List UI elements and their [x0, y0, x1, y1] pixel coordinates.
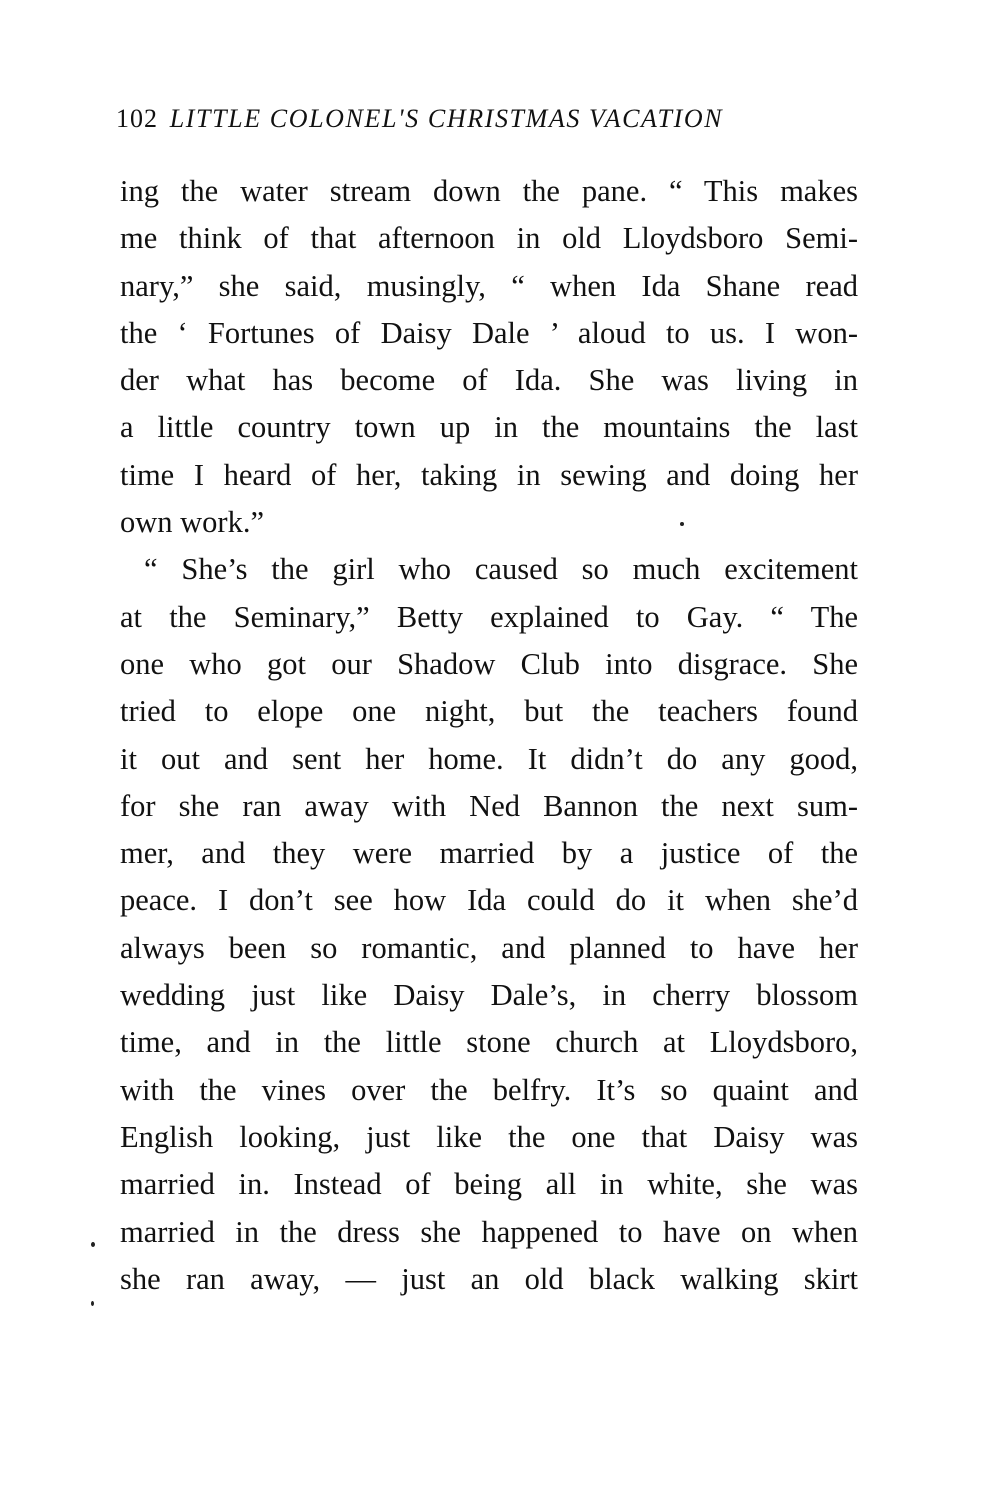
body-text — [120, 168, 858, 1303]
text-line: time, and in the little stone church at Lloydsboro, — [120, 1025, 858, 1060]
text-line: she ran away, — just an old black walking skirt — [120, 1261, 858, 1296]
page-number: 102 — [116, 104, 158, 133]
print-speck — [680, 522, 684, 526]
text-line: for she ran away with Ned Bannon the next sum- — [120, 788, 858, 823]
text-line: always been so romantic, and planned to have her — [120, 930, 858, 965]
text-line: English looking, just like the one that Daisy was — [120, 1119, 858, 1154]
text-line: married in the dress she happened to have on when — [120, 1214, 858, 1249]
text-line: a little country town up in the mountains the last — [120, 410, 858, 445]
text-line: the ‘ Fortunes of Daisy Dale ’ aloud to us. I won- — [120, 315, 858, 350]
running-head — [116, 104, 876, 134]
text-line: “ She’s the girl who caused so much excitement — [144, 552, 858, 587]
text-line: wedding just like Daisy Dale’s, in cherry blossom — [120, 978, 858, 1013]
text-line: tried to elope one night, but the teachers found — [120, 694, 858, 729]
text-line: married in. Instead of being all in white, she was — [120, 1167, 858, 1202]
paragraph — [120, 546, 858, 1303]
print-speck — [91, 1301, 94, 1306]
text-line: mer, and they were married by a justice of the — [120, 836, 858, 871]
text-line: me think of that afternoon in old Lloydsboro Semi- — [120, 221, 858, 256]
paragraph — [120, 168, 858, 546]
text-line: it out and sent her home. It didn’t do any good, — [120, 741, 858, 776]
text-line: one who got our Shadow Club into disgrace. She — [120, 646, 858, 681]
text-line: with the vines over the belfry. It’s so quaint and — [120, 1072, 858, 1107]
text-line: own work.” — [120, 505, 264, 540]
running-head-title: LITTLE COLONEL'S CHRISTMAS VACATION — [169, 104, 724, 133]
text-line: der what has become of Ida. She was living in — [120, 363, 858, 398]
text-line: nary,” she said, musingly, “ when Ida Shane read — [120, 268, 858, 303]
text-line: peace. I don’t see how Ida could do it when she’d — [120, 883, 858, 918]
text-line: ing the water stream down the pane. “ This makes — [120, 174, 858, 208]
text-line: time I heard of her, taking in sewing and doing her — [120, 457, 858, 492]
text-line: at the Seminary,” Betty explained to Gay. “ The — [120, 599, 858, 634]
print-speck — [91, 1242, 95, 1247]
